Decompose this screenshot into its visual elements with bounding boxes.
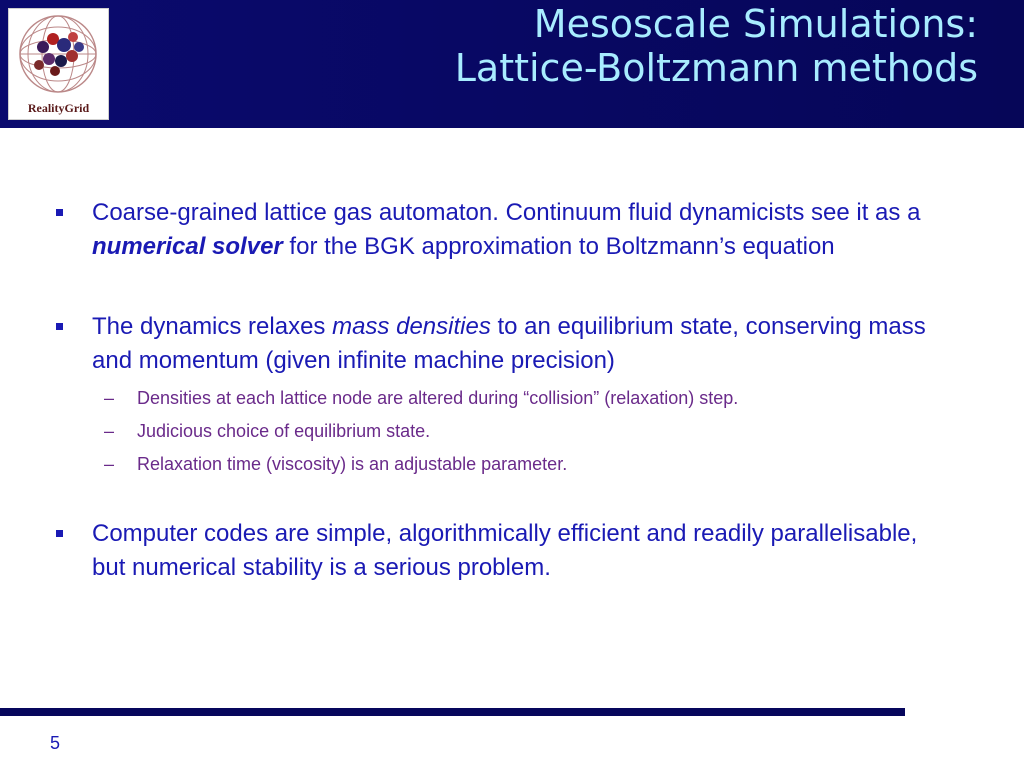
bullet-marker-icon	[56, 530, 63, 537]
dash-marker: –	[104, 421, 115, 441]
bullet-2-text: The dynamics relaxes	[92, 313, 333, 340]
bullet-2-text-end: to an equilibrium state, conserving mass and momentum (given infinite machine precision)	[92, 313, 926, 374]
sub-bullet-3	[54, 448, 954, 481]
bullet-1	[54, 196, 954, 264]
bullet-marker-icon	[56, 209, 63, 216]
sub-bullet-1	[54, 382, 954, 415]
slide-content	[54, 196, 954, 585]
bullet-1-text-end: for the BGK approximation to Boltzmann’s equation	[282, 233, 835, 260]
bullet-2	[54, 310, 954, 378]
footer-bar	[0, 708, 905, 716]
header-banner	[0, 0, 1024, 128]
bullet-marker-icon	[56, 323, 63, 330]
sub-bullet-1-text: Densities at each lattice node are altered during “collision” (relaxation) step.	[137, 388, 739, 408]
sub-bullet-2	[54, 415, 954, 448]
logo-text: RealityGrid	[27, 101, 90, 115]
sub-bullet-3-text: Relaxation time (viscosity) is an adjustable parameter.	[137, 454, 568, 474]
bullet-1-emphasis: numerical solver	[92, 233, 283, 260]
page-number: 5	[50, 733, 61, 753]
sub-bullet-2-text: Judicious choice of equilibrium state.	[137, 421, 431, 441]
dash-marker: –	[104, 388, 115, 408]
title-line-1: Mesoscale Simulations:	[533, 2, 978, 46]
bullet-2-emphasis: mass densities	[332, 313, 491, 340]
bullet-3-text: Computer codes are simple, algorithmically efficient and readily parallelisable, but numerical stability is a serious problem.	[92, 520, 918, 581]
dash-marker: –	[104, 454, 115, 474]
bullet-1-text: Coarse-grained lattice gas automaton. Continuum fluid dynamicists see it as a	[92, 199, 921, 226]
title-line-2: Lattice-Boltzmann methods	[454, 46, 978, 90]
realitygrid-logo	[8, 8, 109, 120]
slide-title	[455, 2, 978, 90]
bullet-3	[54, 517, 954, 585]
